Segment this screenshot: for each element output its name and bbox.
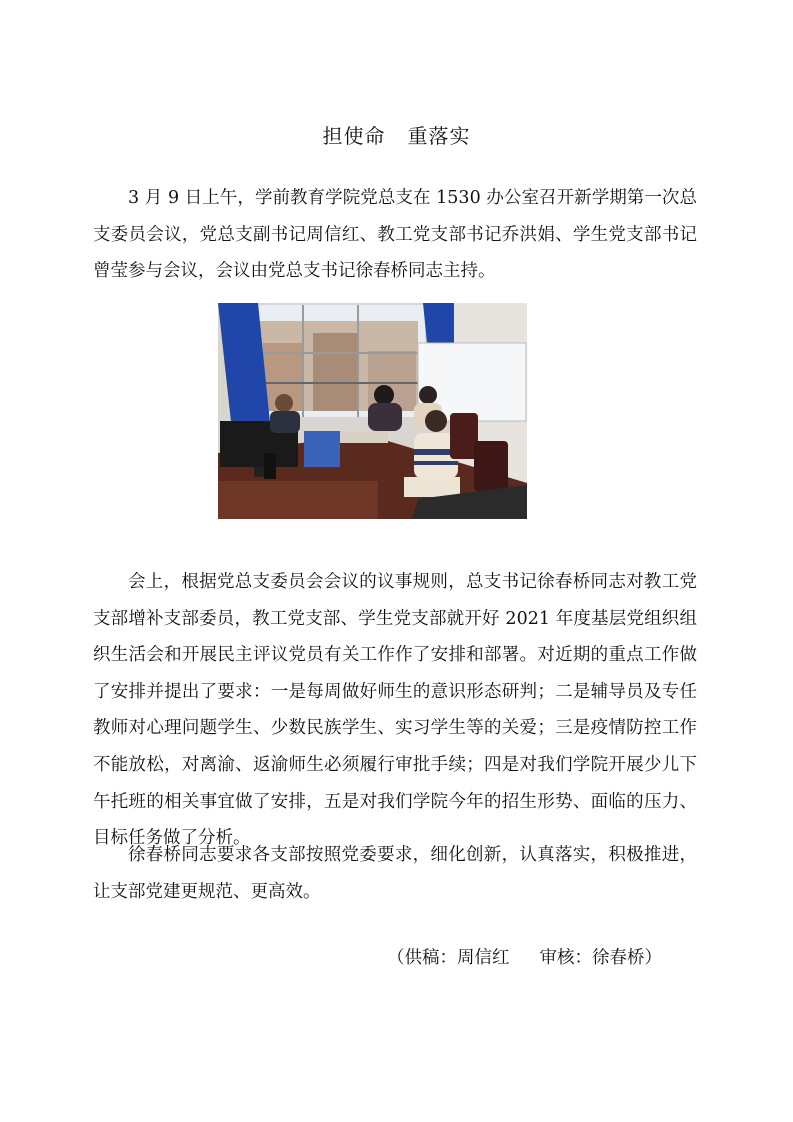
title-part-2: 重落实 <box>407 124 471 148</box>
meeting-photo <box>218 303 527 519</box>
paragraph-meeting-details: 会上，根据党总支委员会会议的议事规则，总支书记徐春桥同志对教工党支部增补支部委员，教工党支部、学生党支部就开好 2021 年度基层党组织组织生活会和开展民主评议党员有关工作作了安排和部署。对近期的重点工作做了安排并提出了要求：一是每周做好师生的意识形态研判；二是辅导员及专任教师对心理问题学生、少数民族学生、实习学生等的关爱；三是疫情防控工作不能放松，对离渝、返渝师生必须履行审批手续；四是对我们学院开展少儿下午托班的相关事宜做了安排，五是对我们学院今年的招生形势、面临的压力、目标任务做了分析。 <box>93 572 697 849</box>
credit-reviewer: 审核：徐春桥） <box>539 948 662 968</box>
title-part-1: 担使命 <box>322 124 386 148</box>
paragraph-intro: 3 月 9 日上午，学前教育学院党总支在 1530 办公室召开新学期第一次总支委员会议，党总支副书记周信红、教工党支部书记乔洪娟、学生党支部书记曾莹参与会议，会议由党总支书记徐春桥同志主持。 <box>93 188 697 282</box>
page-title <box>0 120 793 149</box>
paragraph-requirements: 徐春桥同志要求各支部按照党委要求，细化创新，认真落实，积极推进，让支部党建更规范、更高效。 <box>93 845 697 902</box>
credit-line <box>0 946 662 970</box>
credit-author: （供稿：周信红 <box>387 948 510 968</box>
